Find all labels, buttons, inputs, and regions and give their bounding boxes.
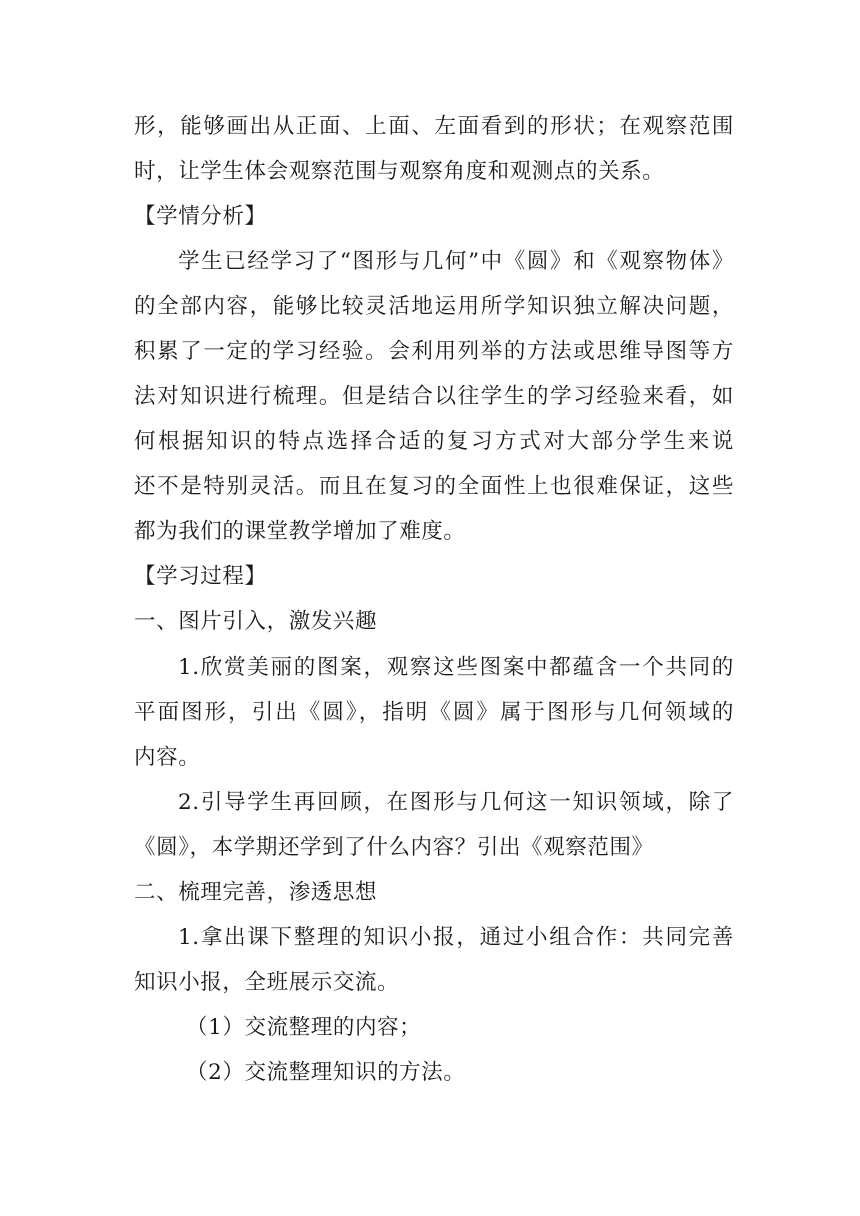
student-analysis-line-5: 何根据知识的特点选择合适的复习方式对大部分学生来说 <box>134 429 734 454</box>
part1-item2-line-1: 2.引导学生再回顾，在图形与几何这一知识领域，除了 <box>178 790 734 815</box>
student-analysis-line-4: 法对知识进行梳理。但是结合以往学生的学习经验来看，如 <box>134 384 734 409</box>
part2-item1-line-1: 1.拿出课下整理的知识小报，通过小组合作：共同完善 <box>178 925 734 950</box>
part1-item1-line-3: 内容。 <box>134 745 201 770</box>
part1-item1-line-2: 平面图形，引出《圆》，指明《圆》属于图形与几何领域的 <box>134 700 734 725</box>
intro-line-2: 时，让学生体会观察范围与观察角度和观测点的关系。 <box>134 159 665 184</box>
intro-line-1: 形，能够画出从正面、上面、左面看到的形状；在观察范围 <box>134 114 734 139</box>
part1-item1-line-1: 1.欣赏美丽的图案，观察这些图案中都蕴含一个共同的 <box>178 655 734 680</box>
part2-title: 二、梳理完善，渗透思想 <box>134 880 378 905</box>
student-analysis-line-7: 都为我们的课堂教学增加了难度。 <box>134 519 466 544</box>
student-analysis-heading: 【学情分析】 <box>134 204 267 229</box>
part1-title: 一、图片引入，激发兴趣 <box>134 609 378 634</box>
student-analysis-line-2: 的全部内容，能够比较灵活地运用所学知识独立解决问题， <box>134 294 734 319</box>
learning-process-heading: 【学习过程】 <box>134 564 267 589</box>
student-analysis-line-1: 学生已经学习了“图形与几何”中《圆》和《观察物体》 <box>178 249 734 274</box>
student-analysis-line-3: 积累了一定的学习经验。会利用列举的方法或思维导图等方 <box>134 339 734 364</box>
part2-sub-item-2: （2）交流整理知识的方法。 <box>186 1060 466 1085</box>
part2-sub-item-1: （1）交流整理的内容； <box>186 1015 422 1040</box>
part1-item2-line-2: 《圆》，本学期还学到了什么内容？引出《观察范围》 <box>134 835 654 860</box>
student-analysis-line-6: 还不是特别灵活。而且在复习的全面性上也很难保证，这些 <box>134 474 734 499</box>
part2-item1-line-2: 知识小报，全班展示交流。 <box>134 970 400 995</box>
